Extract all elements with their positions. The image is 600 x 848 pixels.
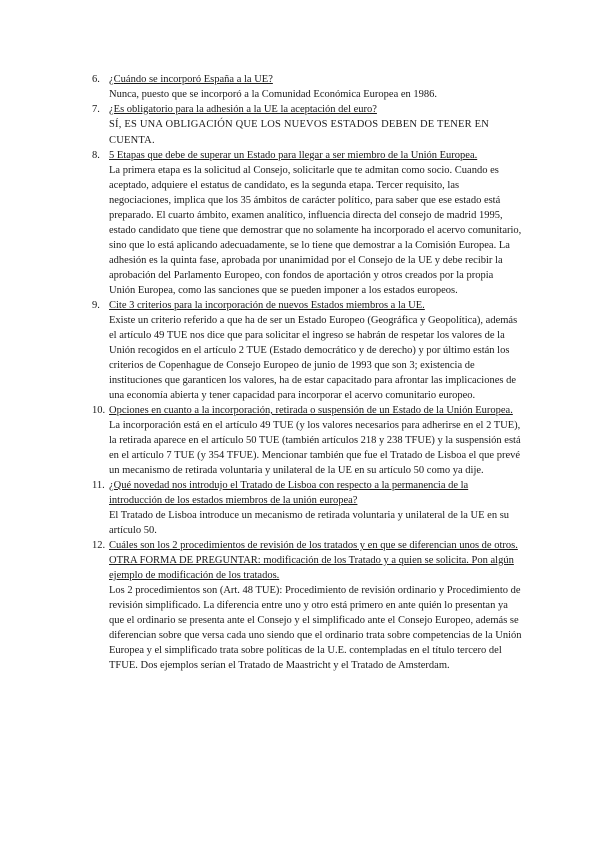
item-number: 7. (92, 104, 100, 115)
list-item-8 (92, 148, 522, 298)
item-number: 11. (92, 480, 105, 491)
question-list (92, 72, 522, 673)
item-number: 12. (92, 540, 106, 551)
list-item-10 (92, 403, 522, 478)
item-body (109, 72, 522, 102)
answer-text: Los 2 procedimientos son (Art. 48 TUE): Procedimiento de revisión ordinario y Procedimiento de revisión simplificado. La diferencia entre uno y otro está primero en ante quién lo presentan ya que el ordinario se presenta ante el Consejo y el simplificado ante el Consejo Europeo, además se diferencian sobre que versa cada uno siendo que el ordinario trata sobre competencias de la Unión Europea y el simplificado trata sobre políticas de la U.E. contempladas en el título tercero del TFUE. Dos ejemplos serían el Tratado de Maastricht y el Tratado de Amsterdam. (109, 585, 522, 671)
item-number: 6. (92, 74, 100, 85)
item-body (109, 403, 522, 478)
question-text: ¿Cuándo se incorporó España a la UE? (109, 74, 273, 85)
answer-text: SÍ, ES UNA OBLIGACIÓN QUE LOS NUEVOS ESTADOS DEBEN DE TENER EN CUENTA. (109, 119, 490, 146)
question-text: ¿Es obligatorio para la adhesión a la UE la aceptación del euro? (109, 104, 377, 115)
item-body (109, 298, 522, 403)
list-item-12 (92, 538, 522, 673)
item-body (109, 478, 522, 538)
item-number: 10. (92, 405, 106, 416)
answer-text: Nunca, puesto que se incorporó a la Comunidad Económica Europea en 1986. (109, 89, 438, 100)
question-text: Cite 3 criterios para la incorporación de nuevos Estados miembros a la UE. (109, 300, 425, 311)
list-item-6 (92, 72, 522, 102)
answer-text: La primera etapa es la solicitud al Consejo, solicitarle que te admitan como socio. Cuando es aceptado, adquiere el estatus de candidato, es la segunda etapa. Tercer requisito, las negociaciones, implica que los 35 ámbitos de carácter político, para saber que ese estado está preparado. El cuarto ámbito, examen analítico, influencia directa del consejo de madrid 1995, estado candidato que tiene que demostrar que no solamente ha incorporado el acervo comunitario, sino que lo está aplicando adecuadamente, se lo tiene que demostrar a la Comisión Europea. La adhesión es la quinta fase, aprobada por unanimidad por el Consejo de la UE y debe recibir la aprobación del Parlamento Europeo, con fondos de aportación y otros creados por la propia Unión Europea, como las sanciones que se pueden imponer a los estados europeos. (109, 165, 522, 296)
item-body (109, 148, 522, 298)
list-item-9 (92, 298, 522, 403)
item-number: 8. (92, 150, 100, 161)
item-body (109, 102, 522, 148)
list-item-11 (92, 478, 522, 538)
question-text: ¿Qué novedad nos introdujo el Tratado de Lisboa con respecto a la permanencia de la introducción de los estados miembros de la unión europea? (109, 480, 469, 506)
question-text: Cuáles son los 2 procedimientos de revisión de los tratados y en que se diferencian unos de otros. OTRA FORMA DE PREGUNTAR: modificación de los Tratado y a quien se solicita. Pon algún ejemplo de modificación de los tratados. (109, 540, 518, 581)
answer-text: El Tratado de Lisboa introduce un mecanismo de retirada voluntaria y unilateral de la UE en su artículo 50. (109, 510, 510, 536)
item-number: 9. (92, 300, 100, 311)
question-text: 5 Etapas que debe de superar un Estado para llegar a ser miembro de la Unión Europea. (109, 150, 478, 161)
answer-text: La incorporación está en el artículo 49 TUE (y los valores necesarios para adherirse en el 2 TUE), la retirada aparece en el artículo 50 TUE (también artículos 218 y 238 TFUE) y la suspensión está en el artículo 7 TUE (y 354 TFUE). Mencionar también que fue el Tratado de Lisboa el que prevé un mecanismo de retirada voluntaria y unilateral de la UE en su artículo 50 como ya dije. (109, 420, 521, 476)
question-text: Opciones en cuanto a la incorporación, retirada o suspensión de un Estado de la Unión Europea. (109, 405, 513, 416)
item-body (109, 538, 522, 673)
answer-text: Existe un criterio referido a que ha de ser un Estado Europeo (Geográfica y Geopolítica), además el artículo 49 TUE nos dice que para solicitar el ingreso se habrán de respetar los valores de la Unión recogidos en el artículo 2 TUE (Estado democrático y de derecho) y por último están los criterios de Copenhague de Consejo Europeo de junio de 1993 que son 3; existencia de instituciones que garanticen los valores, ha de estar capacitado para afrontar las implicaciones de una economía abierta y tener capacidad para incorporar el acervo comunitario europeo. (109, 315, 518, 401)
list-item-7 (92, 102, 522, 148)
